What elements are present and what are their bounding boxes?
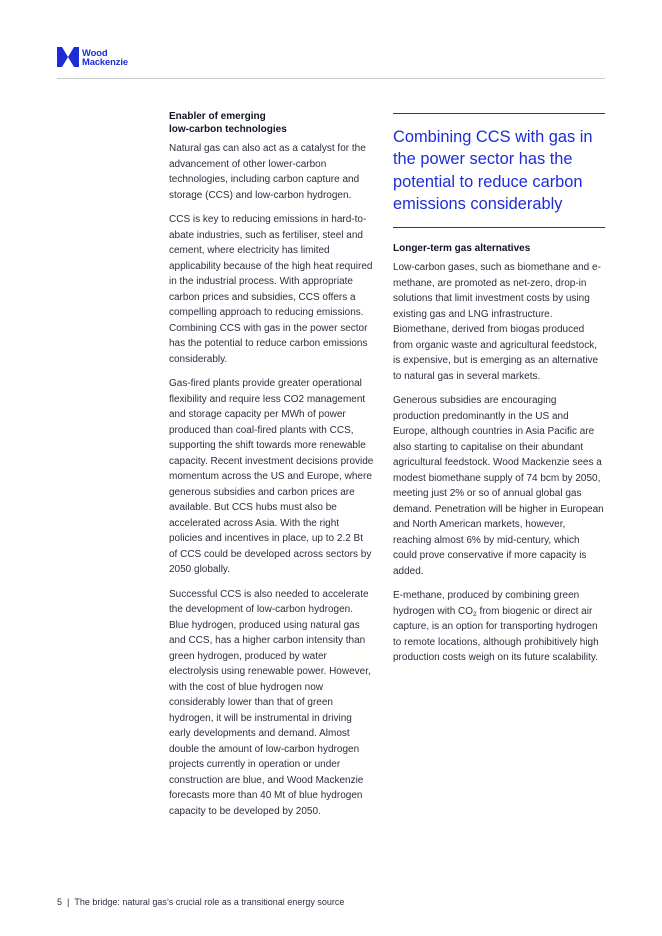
section-heading-emerging-tech (169, 110, 374, 136)
right-paragraph-3-end: from biogenic or direct air capture, is an option for transporting hydrogen to remote locations, although prohibitively high production costs weigh on its future scalability. (393, 605, 599, 664)
pullquote-bottom-rule (393, 227, 605, 228)
pullquote-top-rule (393, 113, 605, 114)
right-paragraph-2: Generous subsidies are encouraging production predominantly in the US and Europe, although countries in Asia Pacific are also starting to capitalise on their abundant agricultural feedstock. Wood Mackenzie sees a modest biomethane supply of 74 bcm by 2050, meeting just 2% or so of annual global gas demand. Penetration will be higher in European and North American markets, however, reaching almost 6% by mid-century, which could prove conservative if more capacity is added. (393, 395, 604, 577)
right-paragraph-1: Low-carbon gases, such as biomethane and e-methane, are promoted as net-zero, drop-in solutions that limit investment costs by using existing gas and LNG infrastructure. Biomethane, derived from biogas produced from organic waste and agricultural feedstock, is expensive, but is emerging as an alternative to natural gas in several markets. (393, 262, 601, 382)
page-number: 5 (57, 897, 63, 907)
left-paragraph-1: Natural gas can also act as a catalyst for the advancement of other lower-carbon technologies, including carbon capture and storage (CCS) and low-carbon hydrogen. (169, 143, 366, 201)
section-heading-gas-alternatives: Longer-term gas alternatives (393, 243, 531, 255)
left-paragraph-3: Gas-fired plants provide greater operational flexibility and require less CO2 management and storage capacity per MWh of power produced than coal-fired plants with CCS, supporting the shift towards more renewable capacity. Recent investment decisions provide momentum across the US and Europe, where generous subsidies and carbon prices are available. But CCS hubs must also be accelerated across Asia. With the right policies and incentives in place, up to 2.2 Bt of CCS could be developed across sectors by 2050 globally. (169, 378, 374, 575)
page-footer (57, 897, 344, 907)
section-heading-line-2: low-carbon technologies (169, 124, 287, 135)
footer-separator: | (67, 897, 70, 907)
left-paragraph-2: CCS is key to reducing emissions in hard-to-abate industries, such as fertiliser, steel and cement, where electricity has limited applicability because of the high heat required in the industrial process. With appropriate carbon prices and subsidies, CCS offers a compelling approach to reducing emissions. Combining CCS with gas in the power sector has the potential to reduce carbon emissions considerably. (169, 214, 373, 365)
section-heading-line-1: Enabler of emerging (169, 111, 266, 122)
right-paragraph-3-start: E-methane, produced by combining green hydrogen with CO (393, 590, 580, 617)
wood-mackenzie-logo-mark-icon (57, 47, 79, 67)
wood-mackenzie-logo (57, 47, 128, 67)
logo-wordmark (82, 48, 128, 67)
footer-document-title: The bridge: natural gas’s crucial role as a transitional energy source (74, 897, 345, 907)
co2-subscript: 2 (473, 610, 477, 618)
right-paragraph-3 (393, 588, 605, 666)
header-divider (57, 78, 605, 79)
left-column (169, 110, 374, 828)
left-paragraph-4: Successful CCS is also needed to accelerate the development of low-carbon hydrogen. Blue hydrogen, produced using natural gas and CCS, has a higher carbon intensity than green hydrogen, produced by water electrolysis using renewable power. However, with the cost of blue hydrogen now considerably lower than that of green hydrogen, it will be instrumental in driving early developments and demand. Almost double the amount of low-carbon hydrogen projects currently in operation or under construction are blue, and Wood Mackenzie forecasts more than 40 Mt of blue hydrogen capacity to be developed by 2050. (169, 588, 371, 817)
pullquote: Combining CCS with gas in the power sector has the potential to reduce carbon emissions considerably (393, 128, 593, 213)
right-column (393, 113, 605, 675)
logo-line-1: Wood (82, 46, 108, 58)
logo-line-2: Mackenzie (82, 56, 128, 67)
